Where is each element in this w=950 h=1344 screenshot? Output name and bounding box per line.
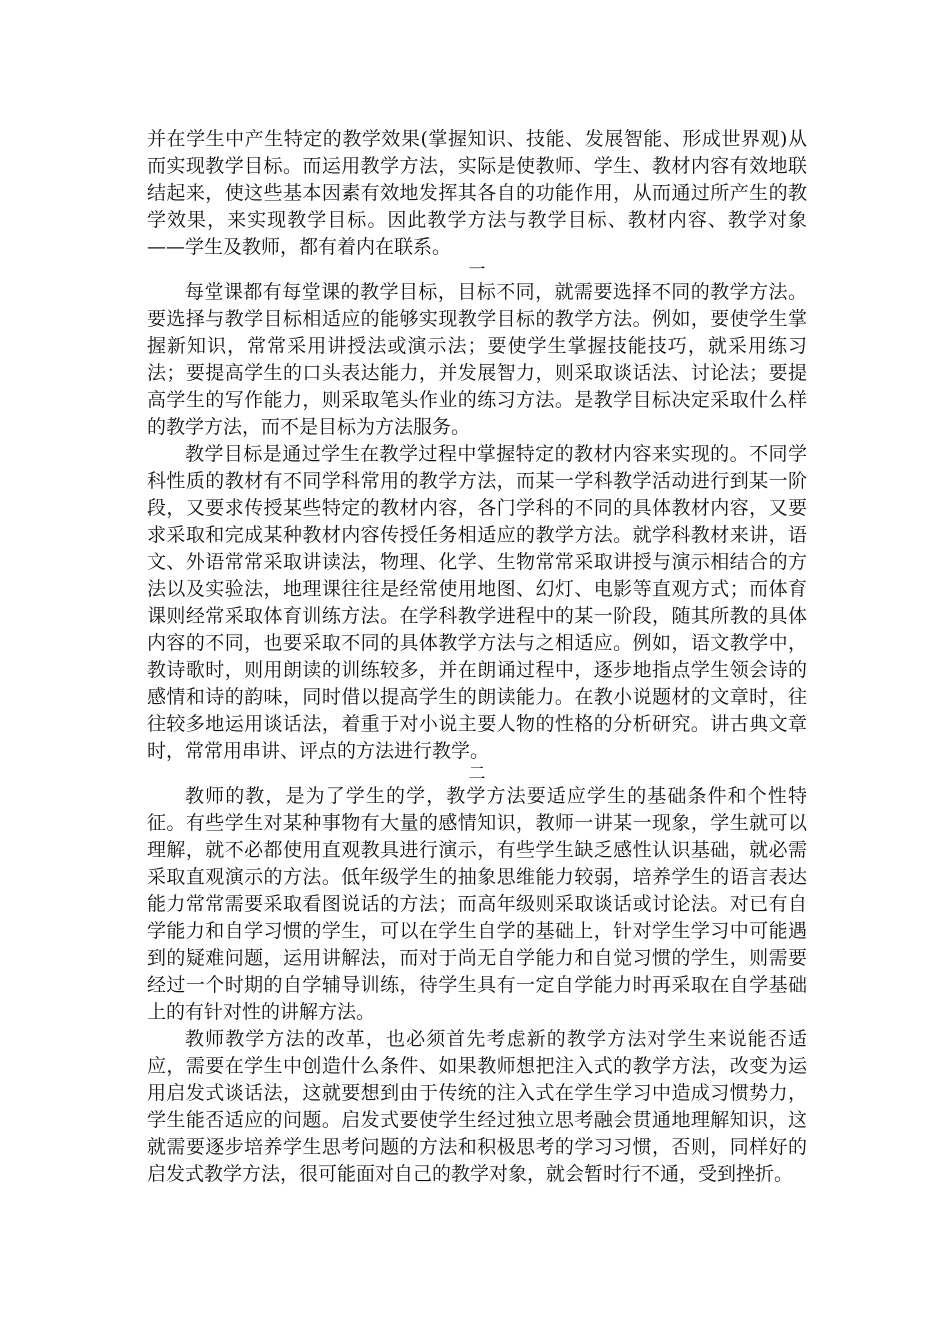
section2-paragraph-1: 教师的教，是为了学生的学，教学方法要适应学生的基础条件和个性特征。有些学生对某种事物有大量的感情知识，教师一讲某一现象，学生就可以理解，就不必都使用直观教具进行演示，有些学生缺乏感性认识基础，就必需采取直观演示的方法。低年级学生的抽象思维能力较弱，培养学生的语言表达能力常常需要采取看图说话的方法；而高年级则采取谈话或讨论法。对已有自学能力和自学习惯的学生，可以在学生自学的基础上，针对学生学习中可能遇到的疑难问题，运用讲解法，而对于尚无自学能力和自觉习惯的学生，则需要经过一个时期的自学辅导训练，待学生具有一定自学能力时再采取在自学基础上的有针对性的讲解方法。 (147, 785, 807, 1023)
section-number-2: 二 (468, 764, 486, 784)
section1-paragraph-2: 教学目标是通过学生在教学过程中掌握特定的教材内容来实现的。不同学科性质的教材有不同学科常用的教学方法，而某一学科教学活动进行到某一阶段，又要求传授某些特定的教材内容，各门学科的不同的具体教材内容，又要求采取和完成某种教材内容传授任务相适应的教学方法。就学科教材来讲，语文、外语常常采取讲读法，物理、化学、生物常常采取讲授与演示相结合的方法以及实验法，地理课往往是经常使用地图、幻灯、电影等直观方式；而体育课则经常采取体育训练方法。在学科教学进程中的某一阶段，随其所教的具体内容的不同，也要采取不同的具体教学方法与之相适应。例如，语文教学中，教诗歌时，则用朗读的训练较多，并在朗诵过程中，逐步地指点学生领会诗的感情和诗的韵味，同时借以提高学生的朗读能力。在教小说题材的文章时，往往较多地运用谈话法，着重于对小说主要人物的性格的分析研究。讲古典文章时，常常用串讲、评点的方法进行教学。 (147, 443, 807, 762)
section-number-1: 一 (468, 260, 486, 280)
section2-paragraph-2: 教师教学方法的改革，也必须首先考虑新的教学方法对学生来说能否适应，需要在学生中创造什么条件、如果教师想把注入式的教学方法，改变为运用启发式谈话法，这就要想到由于传统的注入式在学生学习中造成习惯势力，学生能否适应的问题。启发式要使学生经过独立思考融会贯通地理解知识，这就需要逐步培养学生思考问题的方法和积极思考的学习习惯，否则，同样好的启发式教学方法，很可能面对自己的教学对象，就会暂时行不通，受到挫折。 (147, 1028, 807, 1185)
section1-paragraph-1: 每堂课都有每堂课的教学目标，目标不同，就需要选择不同的教学方法。要选择与教学目标相适应的能够实现教学目标的教学方法。例如，要使学生掌握新知识，常常采用讲授法或演示法；要使学生掌握技能技巧，就采用练习法；要提高学生的口头表达能力，并发展智力，则采取谈话法、讨论法；要提高学生的写作能力，则采取笔头作业的练习方法。是教学目标决定采取什么样的教学方法，而不是目标为方法服务。 (147, 281, 807, 438)
document-body (147, 126, 807, 1188)
intro-paragraph: 并在学生中产生特定的教学效果(掌握知识、技能、发展智能、形成世界观)从而实现教学目标。而运用教学方法，实际是使教师、学生、教材内容有效地联结起来，使这些基本因素有效地发挥其各自的功能作用，从而通过所产生的教学效果，来实现教学目标。因此教学方法与教学目标、教材内容、教学对象——学生及教师，都有着内在联系。 (147, 128, 807, 258)
